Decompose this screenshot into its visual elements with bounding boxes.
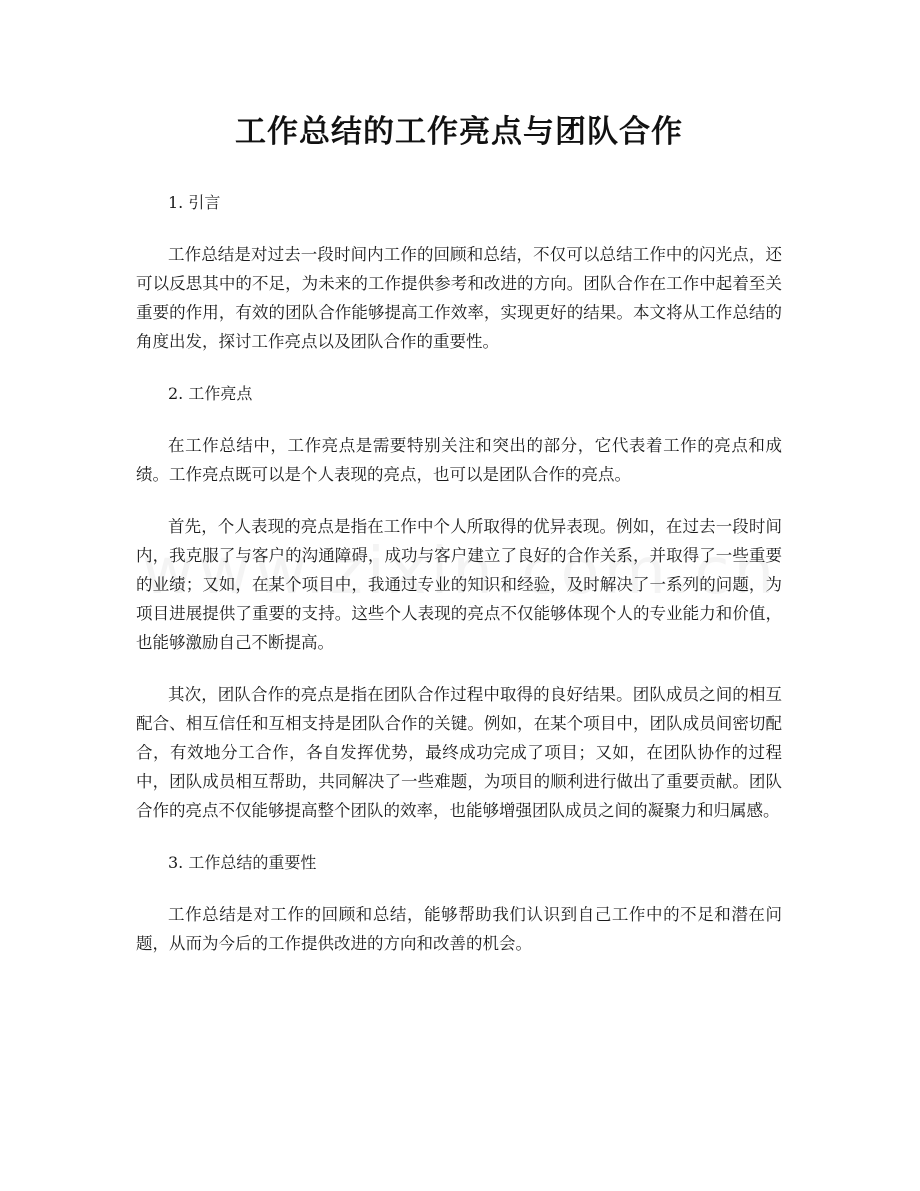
paragraph: 首先，个人表现的亮点是指在工作中个人所取得的优异表现。例如，在过去一段时间内，我克服了与客户的沟通障碍，成功与客户建立了良好的合作关系，并取得了一些重要的业绩；又如，在某个项目中，我通过专业的知识和经验，及时解决了一系列的问题，为项目进展提供了重要的支持。这些个人表现的亮点不仅能够体现个人的专业能力和价值，也能够激励自己不断提高。	[136, 517, 782, 652]
paragraph: 工作总结是对过去一段时间内工作的回顾和总结，不仅可以总结工作中的闪光点，还可以反思其中的不足，为未来的工作提供参考和改进的方向。团队合作在工作中起着至关重要的作用，有效的团队合作能够提高工作效率，实现更好的结果。本文将从工作总结的角度出发，探讨工作亮点以及团队合作的重要性。	[136, 245, 782, 351]
section-heading-intro: 1. 引言	[168, 193, 221, 212]
document-title: 工作总结的工作亮点与团队合作	[235, 114, 683, 150]
paragraph: 工作总结是对工作的回顾和总结，能够帮助我们认识到自己工作中的不足和潜在问题，从而为今后的工作提供改进的方向和改善的机会。	[136, 905, 782, 953]
section-heading-highlights: 2. 工作亮点	[168, 384, 253, 403]
paragraph: 在工作总结中，工作亮点是需要特别关注和突出的部分，它代表着工作的亮点和成绩。工作亮点既可以是个人表现的亮点，也可以是团队合作的亮点。	[136, 436, 782, 484]
paragraph: 其次，团队合作的亮点是指在团队合作过程中取得的良好结果。团队成员之间的相互配合、相互信任和互相支持是团队合作的关键。例如，在某个项目中，团队成员间密切配合，有效地分工合作，各自发挥优势，最终成功完成了项目；又如，在团队协作的过程中，团队成员相互帮助，共同解决了一些难题，为项目的顺利进行做出了重要贡献。团队合作的亮点不仅能够提高整个团队的效率，也能够增强团队成员之间的凝聚力和归属感。	[136, 685, 782, 820]
section-heading-importance: 3. 工作总结的重要性	[168, 853, 317, 872]
